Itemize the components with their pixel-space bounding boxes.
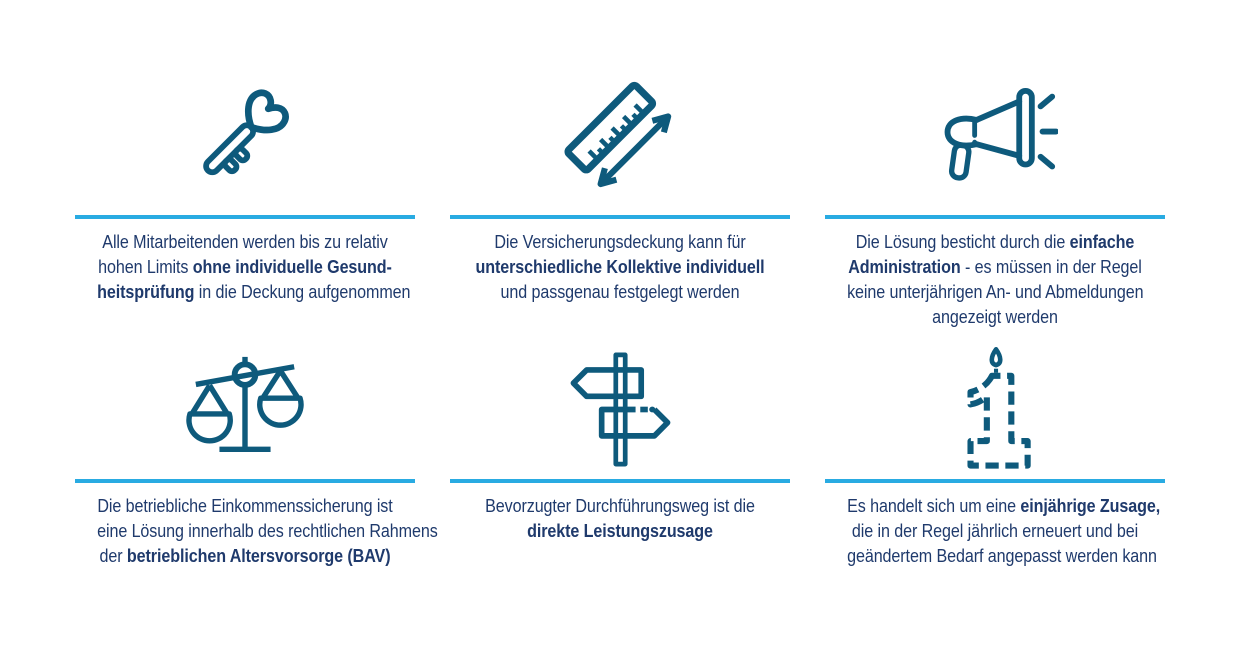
benefit-text	[97, 493, 438, 568]
text-line: direkte Leistungszusage	[527, 520, 713, 541]
text-line: Die betriebliche Einkommenssicherung ist	[97, 495, 393, 516]
text-line: Die Versicherungsdeckung kann für	[494, 231, 746, 252]
text-line: Es handelt sich um eine einjährige Zusage,	[847, 495, 1161, 516]
text-line: geändertem Bedarf angepasst werden kann	[847, 545, 1157, 566]
divider-line	[450, 215, 790, 219]
icon-box	[75, 63, 415, 215]
benefit-panel-administration	[825, 0, 1165, 329]
benefit-panel-direktzusage	[450, 329, 790, 568]
icon-box	[450, 63, 790, 215]
icon-box	[825, 345, 1165, 479]
text-line: heitsprüfung in die Deckung aufgenommen	[97, 281, 411, 302]
scales-icon	[186, 351, 304, 467]
benefit-text	[97, 229, 411, 304]
benefit-text	[472, 493, 768, 543]
icon-box	[75, 345, 415, 479]
benefit-text	[472, 229, 768, 304]
benefit-panel-collectives	[450, 0, 790, 329]
candle-one-icon	[944, 347, 1046, 472]
divider-line	[75, 215, 415, 219]
benefit-text	[847, 229, 1143, 329]
text-line: der betrieblichen Altersvorsorge (BAV)	[99, 545, 391, 566]
ruler-icon	[559, 72, 681, 194]
benefit-text	[847, 493, 1161, 568]
text-line: keine unterjährigen An- und Abmeldungen	[847, 281, 1144, 302]
megaphone-icon	[932, 75, 1058, 192]
text-line: Bevorzugter Durchführungsweg ist die	[485, 495, 755, 516]
text-line: Die Lösung besticht durch die einfache	[855, 231, 1135, 252]
heart-key-icon	[188, 76, 303, 191]
divider-line	[450, 479, 790, 483]
divider-line	[75, 479, 415, 483]
text-line: und passgenau festgelegt werden	[500, 281, 740, 302]
icon-box	[825, 63, 1165, 215]
benefit-panel-einjaehrige-zusage	[825, 329, 1165, 568]
divider-line	[825, 215, 1165, 219]
text-line: Administration - es müssen in der Regel	[848, 256, 1142, 277]
text-line: die in der Regel jährlich erneuert und bei	[851, 520, 1139, 541]
text-line: unterschiedliche Kollektive individuell	[475, 256, 765, 277]
benefit-panel-health-check	[75, 0, 415, 329]
text-line: angezeigt werden	[932, 306, 1058, 327]
divider-line	[825, 479, 1165, 483]
benefit-panel-bav	[75, 329, 438, 568]
signpost-icon	[564, 351, 677, 468]
text-line: hohen Limits ohne individuelle Gesund-	[98, 256, 392, 277]
icon-box	[450, 345, 790, 479]
text-line: Alle Mitarbeitenden werden bis zu relativ	[102, 231, 388, 252]
text-line: eine Lösung innerhalb des rechtlichen Rahmens	[97, 520, 438, 541]
